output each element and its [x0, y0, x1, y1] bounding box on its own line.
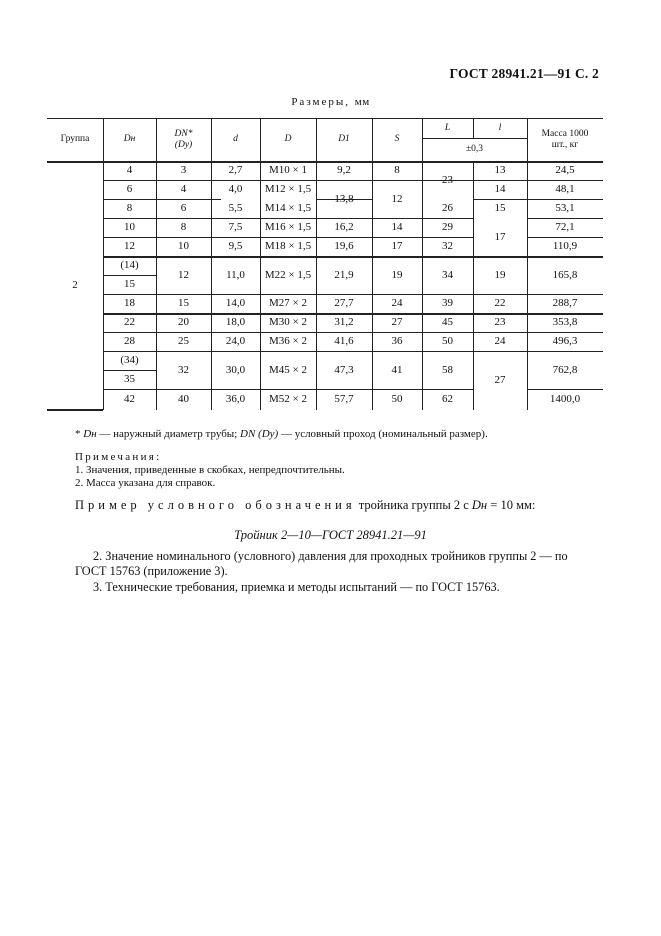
- table-cell: 24: [391, 297, 403, 310]
- header-l: l: [498, 122, 502, 133]
- table-cell: 496,3: [552, 335, 578, 348]
- footnote: [75, 428, 488, 440]
- table-cell: 3: [180, 164, 187, 177]
- table-cell: 13,8: [334, 192, 354, 205]
- example-text-before: тройника группы 2 с: [358, 498, 469, 512]
- table-cell: 23: [442, 173, 453, 186]
- example-designation: Тройник 2—10—ГОСТ 28941.21—91: [234, 528, 427, 542]
- table-cell: 27: [391, 316, 403, 329]
- table-cell: 22: [124, 316, 135, 329]
- header-S: S: [394, 134, 400, 145]
- header-group: Группа: [60, 134, 90, 145]
- table-cell: 31,2: [334, 316, 354, 329]
- header-D1: D1: [338, 134, 350, 145]
- table-cell: 14,0: [225, 297, 246, 310]
- table-cell: M16 × 1,5: [264, 221, 312, 234]
- table-cell: 22: [494, 297, 506, 310]
- table-cell: 5,5: [228, 202, 243, 215]
- table-cell: 165,8: [552, 268, 578, 281]
- table-cell: 57,7: [334, 393, 354, 406]
- table-cell: 41,6: [334, 335, 354, 348]
- table-cell: 7,5: [228, 221, 243, 234]
- table-cell: 45: [442, 316, 453, 329]
- table-cell: 58: [442, 363, 453, 376]
- table-cell: 110,9: [552, 240, 578, 253]
- header-dn-label: DN*: [174, 128, 193, 139]
- table-cell: 762,8: [552, 363, 578, 376]
- table-cell: 29: [442, 221, 453, 234]
- table-cell: 4,0: [228, 183, 243, 196]
- footnote-dn-symbol: Dн: [83, 428, 97, 440]
- table-cell: 17: [391, 240, 403, 253]
- table-cell: 6: [126, 183, 133, 196]
- table-cell: 72,1: [555, 221, 575, 234]
- table-cell: 27: [494, 374, 506, 387]
- table-cell: 53,1: [555, 202, 575, 215]
- table-cell: 34: [442, 268, 453, 281]
- table-cell: 4: [126, 164, 133, 177]
- table-cell: 36: [391, 335, 403, 348]
- table-cell: 15: [178, 297, 189, 310]
- table-cell: 19: [494, 268, 506, 281]
- table-cell: 6: [180, 202, 187, 215]
- table-cell: 28: [124, 335, 135, 348]
- table-cell: 8: [126, 202, 133, 215]
- table-cell: 11,0: [226, 268, 245, 281]
- header-L: L: [444, 122, 451, 133]
- table-cell: M36 × 2: [269, 335, 307, 348]
- table-cell: 10: [124, 221, 135, 234]
- header-outer-diameter: Dн: [123, 134, 136, 145]
- table-cell: 9,2: [337, 164, 351, 177]
- table-cell: 8: [180, 221, 187, 234]
- table-cell: 26: [442, 202, 453, 215]
- table-cell: 15: [494, 202, 506, 215]
- header-nominal-diameter: [156, 118, 211, 161]
- table-cell: 50: [391, 393, 403, 406]
- table-cell: 14: [391, 221, 403, 234]
- table-cell: 36,0: [225, 393, 246, 406]
- table-cell: (34): [120, 354, 139, 367]
- table-cell: 24: [494, 335, 506, 348]
- paragraph-3: 3. Технические требования, приемка и методы испытаний — по ГОСТ 15763.: [93, 580, 500, 594]
- table-cell: M12 × 1,5: [264, 183, 312, 196]
- header-D: D: [284, 134, 292, 145]
- table-cell: 32: [178, 363, 189, 376]
- header-tolerance: ±0,3: [465, 144, 484, 155]
- table-cell: 41: [391, 363, 403, 376]
- header-d: d: [233, 134, 238, 145]
- table-cell: M27 × 2: [269, 297, 307, 310]
- note-item: 1. Значения, приведенные в скобках, непредпочтительны.: [75, 464, 345, 476]
- table-cell: 18,0: [225, 316, 246, 329]
- table-cell: (14): [120, 259, 139, 272]
- table-cell: 16,2: [334, 221, 354, 234]
- table-cell: 24,5: [555, 164, 575, 177]
- group-value: 2: [72, 278, 78, 291]
- table-cell: 47,3: [334, 363, 354, 376]
- table-cell: M45 × 2: [269, 363, 307, 376]
- table-cell: 23: [494, 316, 506, 329]
- table-cell: 25: [178, 335, 189, 348]
- table-cell: 288,7: [552, 297, 578, 310]
- table-cell: 10: [178, 240, 189, 253]
- paragraph-2-line-1: 2. Значение номинального (условного) давления для проходных тройников группы 2 — по: [93, 549, 568, 563]
- footnote-DN-text: — условный проход (номинальный размер).: [280, 428, 488, 440]
- table-cell: 20: [178, 316, 189, 329]
- footnote-star: *: [75, 428, 81, 440]
- example-symbol: Dн: [471, 498, 488, 512]
- table-cell: 19,6: [334, 240, 354, 253]
- table-cell: 4: [180, 183, 187, 196]
- table-cell: 15: [124, 278, 135, 291]
- table-cell: M22 × 1,5: [264, 268, 312, 281]
- table-cell: 48,1: [555, 183, 575, 196]
- table-cell: 1400,0: [549, 393, 581, 406]
- table-cell: 12: [124, 240, 135, 253]
- example-label: Пример условного обозначения: [75, 498, 356, 512]
- table-cell: 32: [442, 240, 453, 253]
- example-text-after: = 10 мм:: [490, 498, 536, 512]
- table-cell: 27,7: [334, 297, 354, 310]
- table-cell: 35: [124, 373, 135, 386]
- table-cell: 19: [391, 268, 403, 281]
- table-cell: 12: [178, 268, 189, 281]
- document-reference: ГОСТ 28941.21—91 С. 2: [449, 66, 599, 81]
- header-mass: Масса 1000 шт., кг: [541, 128, 589, 150]
- table-cell: M30 × 2: [269, 316, 307, 329]
- table-cell: 50: [442, 335, 453, 348]
- table-cell: 24,0: [225, 335, 246, 348]
- table-cell: M14 × 1,5: [264, 202, 312, 215]
- table-cell: M52 × 2: [269, 393, 307, 406]
- table-cell: 2,7: [228, 164, 243, 177]
- table-caption: [0, 96, 661, 108]
- dimensions-table: [47, 118, 603, 410]
- table-cell: 9,5: [228, 240, 243, 253]
- table-cell: 353,8: [552, 316, 578, 329]
- header-dy-label: (Dу): [174, 139, 193, 150]
- table-cell: 30,0: [225, 363, 246, 376]
- table-cell: 14: [494, 183, 506, 196]
- table-cell: 17: [494, 230, 506, 243]
- table-cell: 39: [442, 297, 453, 310]
- example-line: [75, 498, 535, 513]
- table-cell: M10 × 1: [269, 164, 307, 177]
- footnote-DN-symbol: DN (Dу): [240, 428, 279, 440]
- caption-unit: мм: [354, 96, 370, 108]
- notes-title: Примечания:: [75, 451, 162, 463]
- table-cell: 62: [442, 393, 453, 406]
- table-cell: 12: [391, 192, 403, 205]
- table-cell: 42: [124, 393, 135, 406]
- table-cell: 13: [494, 164, 506, 177]
- paragraph-2-line-2: ГОСТ 15763 (приложение 3).: [75, 564, 228, 578]
- note-item: 2. Масса указана для справок.: [75, 477, 216, 489]
- table-cell: 8: [394, 164, 400, 177]
- table-cell: 40: [178, 393, 189, 406]
- table-cell: 21,9: [334, 268, 354, 281]
- table-cell: 18: [124, 297, 135, 310]
- footnote-dn-text: — наружный диаметр трубы;: [99, 428, 238, 440]
- caption-title: Размеры,: [291, 96, 350, 108]
- table-cell: M18 × 1,5: [264, 240, 312, 253]
